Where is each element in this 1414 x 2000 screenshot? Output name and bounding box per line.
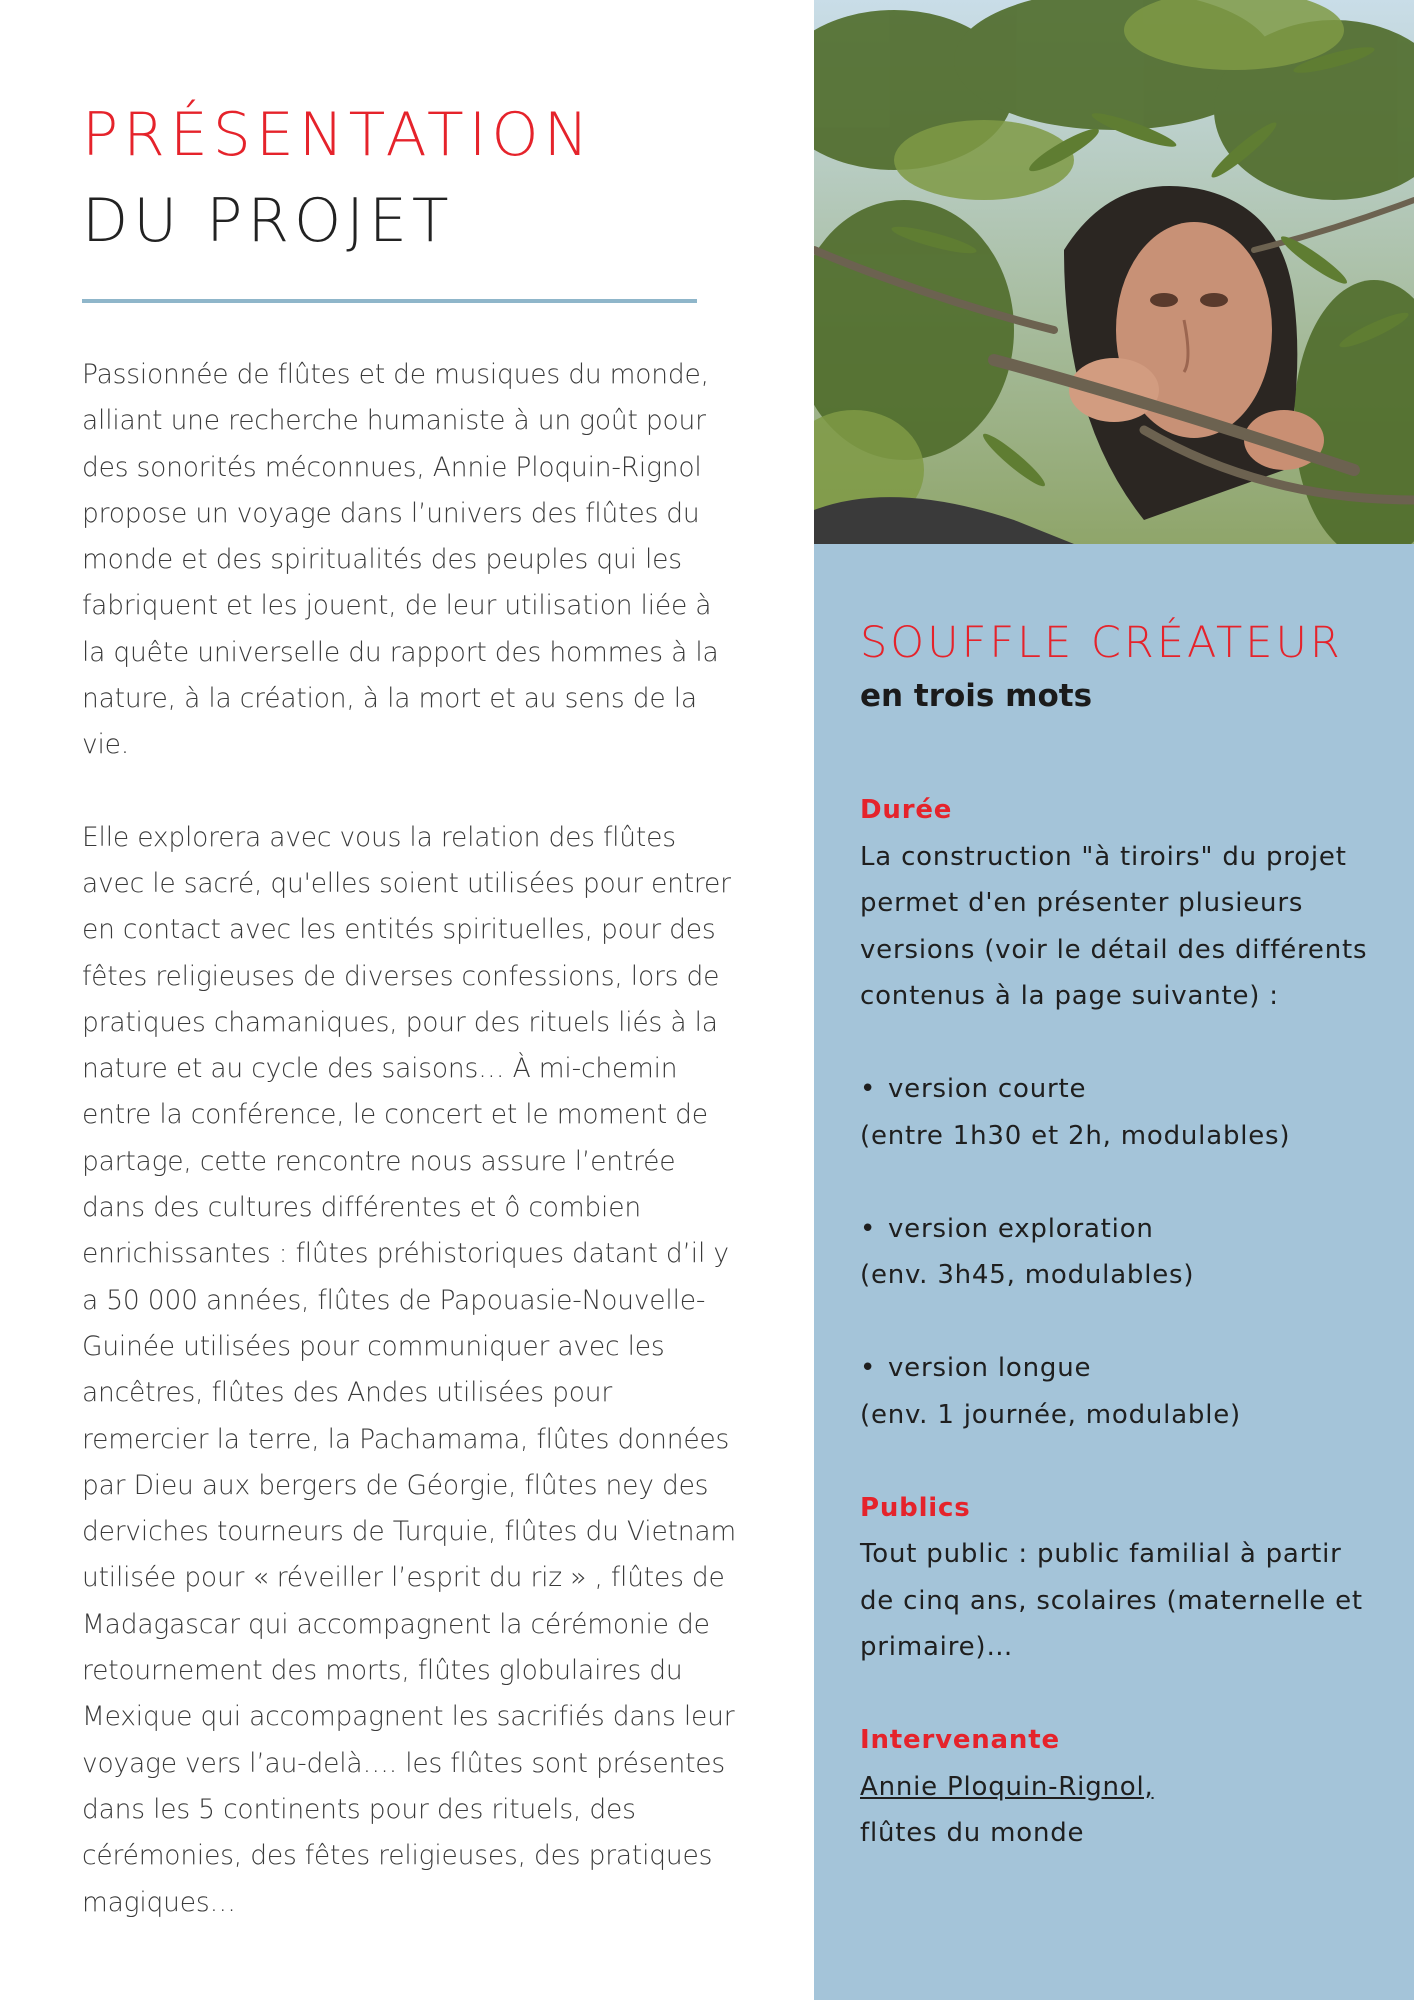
version-detail: (entre 1h30 et 2h, modulables) [860,1120,1291,1151]
intervenante-role: flûtes du monde [860,1818,1085,1848]
project-description [82,352,742,1926]
version-item: • version longue [860,1345,1380,1392]
spacer [860,1671,1380,1718]
publics-label: Publics [860,1492,971,1523]
duree-label: Durée [860,795,953,825]
spacer [860,1438,1380,1485]
musician-photo [814,0,1414,544]
description-paragraph-1: Passionnée de flûtes et de musiques du monde, alliant une recherche humaniste à un goût pour des sonorités méconnues, Annie Ploquin-Rignol propose un voyage dans l’univers des flûtes du monde et des spiritualités des peuples qui les fabriquent et les jouent, de leur utilisation liée à la quête universelle du rapport des hommes à la nature, à la création, à la mort et au sens de la vie. [82,359,719,761]
aside-details [860,787,1380,1857]
title-divider [82,299,697,303]
description-paragraph-2: Elle explorera avec vous la relation des flûtes avec le sacré, qu'elles soient utilisées pour entrer en contact avec les entités spirituelles, pour des fêtes religieuses de diverses confessions, lors de pratiques chamaniques, pour des rituels liés à la nature et au cycle des saisons… À mi-chemin entre la conférence, le concert et le moment de partage, cette rencontre nous assure l’entrée dans des cultures différentes et ô combien enrichissantes : flûtes préhistoriques datant d’il y a 50 000 années, flûtes de Papouasie-Nouvelle-Guinée utilisées pour communiquer avec les ancêtres, flûtes des Andes utilisées pour remercier la terre, la Pachamama, flûtes données par Dieu aux bergers de Géorgie, flûtes ney des derviches tourneurs de Turquie, flûtes du Vietnam utilisée pour « réveiller l’esprit du riz » , flûtes de Madagascar qui accompagnent la cérémonie de retournement des morts, flûtes globulaires du Mexique qui accompagnent les sacrifiés dans leur voyage vers l’au-delà…. les flûtes sont présentes dans les 5 continents pour des rituels, des cérémonies, des fêtes religieuses, des pratiques magiques… [82,821,736,1918]
page-title [82,92,594,264]
aside-subtitle: en trois mots [860,678,1093,714]
version-detail: (env. 3h45, modulables) [860,1260,1195,1290]
spacer [860,1299,1380,1346]
publics-text: Tout public : public familial à partir de cinq ans, scolaires (maternelle et primaire)… [860,1539,1363,1662]
musician-photo-illustration [814,0,1414,544]
version-item: • version exploration [860,1206,1380,1253]
intervenante-label: Intervenante [860,1725,1060,1755]
intervenante-name-link[interactable]: Annie Ploquin-Rignol, [860,1771,1154,1802]
page-title-line2: DU PROJET [82,186,454,256]
aside-title: SOUFFLE CRÉATEUR [860,618,1343,668]
spacer [860,1159,1380,1206]
version-detail: (env. 1 journée, modulable) [860,1399,1242,1430]
version-item: • version courte [860,1066,1380,1113]
duree-text: La construction "à tiroirs" du projet permet d'en présenter plusieurs versions (voir le détail des différents contenus à la page suivante) : [860,841,1368,1011]
page-title-line1: PRÉSENTATION [82,100,594,170]
spacer [860,1020,1380,1067]
info-panel [814,0,1414,2000]
